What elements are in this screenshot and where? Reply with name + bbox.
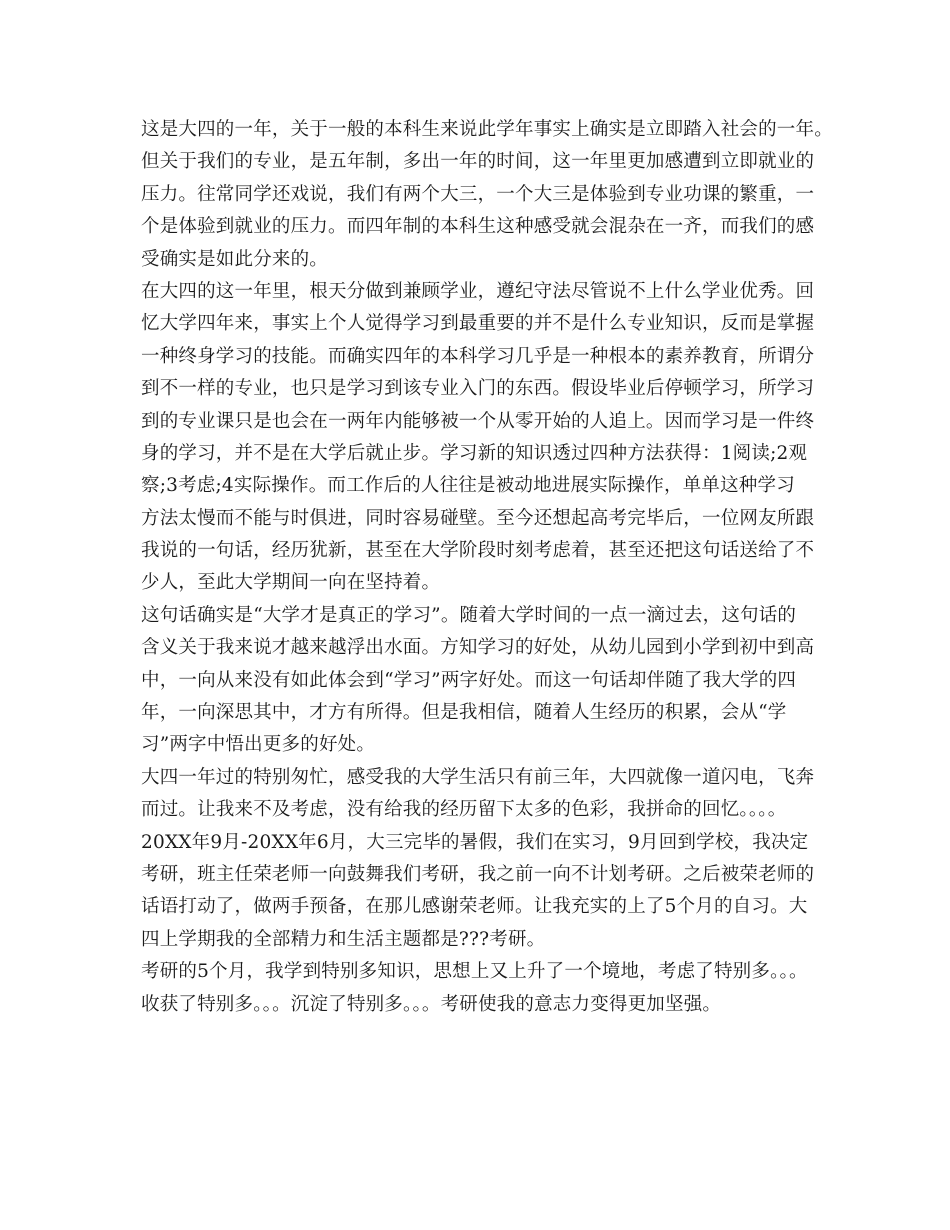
text-line: 20XX年9月-20XX年6月，大三完毕的暑假，我们在实习，9月回到学校，我决定	[141, 831, 809, 853]
text-line: 年，一向深思其中，才方有所得。但是我相信，随着人生经历的积累，会从“学	[141, 702, 787, 724]
text-line: 少人，至此大学期间一向在坚持着。	[141, 572, 441, 594]
document-body	[141, 114, 841, 1021]
text-line: 考研的5个月，我学到特别多知识，思想上又上升了一个境地，考虑了特别多。。。	[141, 961, 808, 983]
text-line: 在大四的这一年里，根天分做到兼顾学业，遵纪守法尽管说不上什么学业优秀。回	[141, 280, 815, 302]
text-line: 但关于我们的专业，是五年制，多出一年的时间，这一年里更加感遭到立即就业的	[141, 151, 815, 173]
text-line: 方法太慢而不能与时俱进，同时容易碰壁。至今还想起高考完毕后，一位网友所跟	[141, 507, 815, 529]
text-line: 中，一向从来没有如此体会到“学习”两字好处。而这一句话却伴随了我大学的四	[141, 669, 797, 691]
text-line: 习”两字中悟出更多的好处。	[141, 734, 376, 756]
text-line: 到不一样的专业，也只是学习到该专业入门的东西。假设毕业后停顿学习，所学习	[141, 378, 815, 400]
text-line: 这句话确实是“大学才是真正的学习”。随着大学时间的一点一滴过去，这句话的	[141, 604, 797, 626]
text-line: 个是体验到就业的压力。而四年制的本科生这种感受就会混杂在一齐，而我们的感	[141, 216, 815, 238]
text-line: 受确实是如此分来的。	[141, 248, 329, 270]
text-line: 压力。往常同学还戏说，我们有两个大三，一个大三是体验到专业功课的繁重，一	[141, 183, 815, 205]
text-line: 这是大四的一年，关于一般的本科生来说此学年事实上确实是立即踏入社会的一年。	[141, 119, 833, 140]
text-line: 而过。让我来不及考虑，没有给我的经历留下太多的色彩，我拼命的回忆。。。。	[141, 799, 787, 821]
text-line: 收获了特别多。。。沉淀了特别多。。。考研使我的意志力变得更加坚强。	[141, 993, 722, 1015]
text-line: 含义关于我来说才越来越浮出水面。方知学习的好处，从幼儿园到小学到初中到高	[141, 637, 815, 659]
text-line: 一种终身学习的技能。而确实四年的本科学习几乎是一种根本的素养教育，所谓分	[141, 345, 815, 367]
text-line: 大四一年过的特别匆忙，感受我的大学生活只有前三年，大四就像一道闪电，飞奔	[141, 766, 815, 788]
text-line: 身的学习，并不是在大学后就止步。学习新的知识透过四种方法获得：1阅读;2观	[141, 442, 808, 464]
text-line: 我说的一句话，经历犹新，甚至在大学阶段时刻考虑着，甚至还把这句话送给了不	[141, 540, 815, 562]
text-line: 话语打动了，做两手预备，在那儿感谢荣老师。让我充实的上了5个月的自习。大	[141, 896, 808, 918]
text-line: 四上学期我的全部精力和生活主题都是???考研。	[141, 928, 546, 950]
text-line: 察;3考虑;4实际操作。而工作后的人往往是被动地进展实际操作，单单这种学习	[141, 475, 795, 497]
text-line: 到的专业课只是也会在一两年内能够被一个从零开始的人追上。因而学习是一件终	[141, 410, 815, 432]
text-line: 忆大学四年来，事实上个人觉得学习到最重要的并不是什么专业知识，反而是掌握	[141, 313, 815, 335]
text-line: 考研，班主任荣老师一向鼓舞我们考研，我之前一向不计划考研。之后被荣老师的	[141, 863, 815, 885]
